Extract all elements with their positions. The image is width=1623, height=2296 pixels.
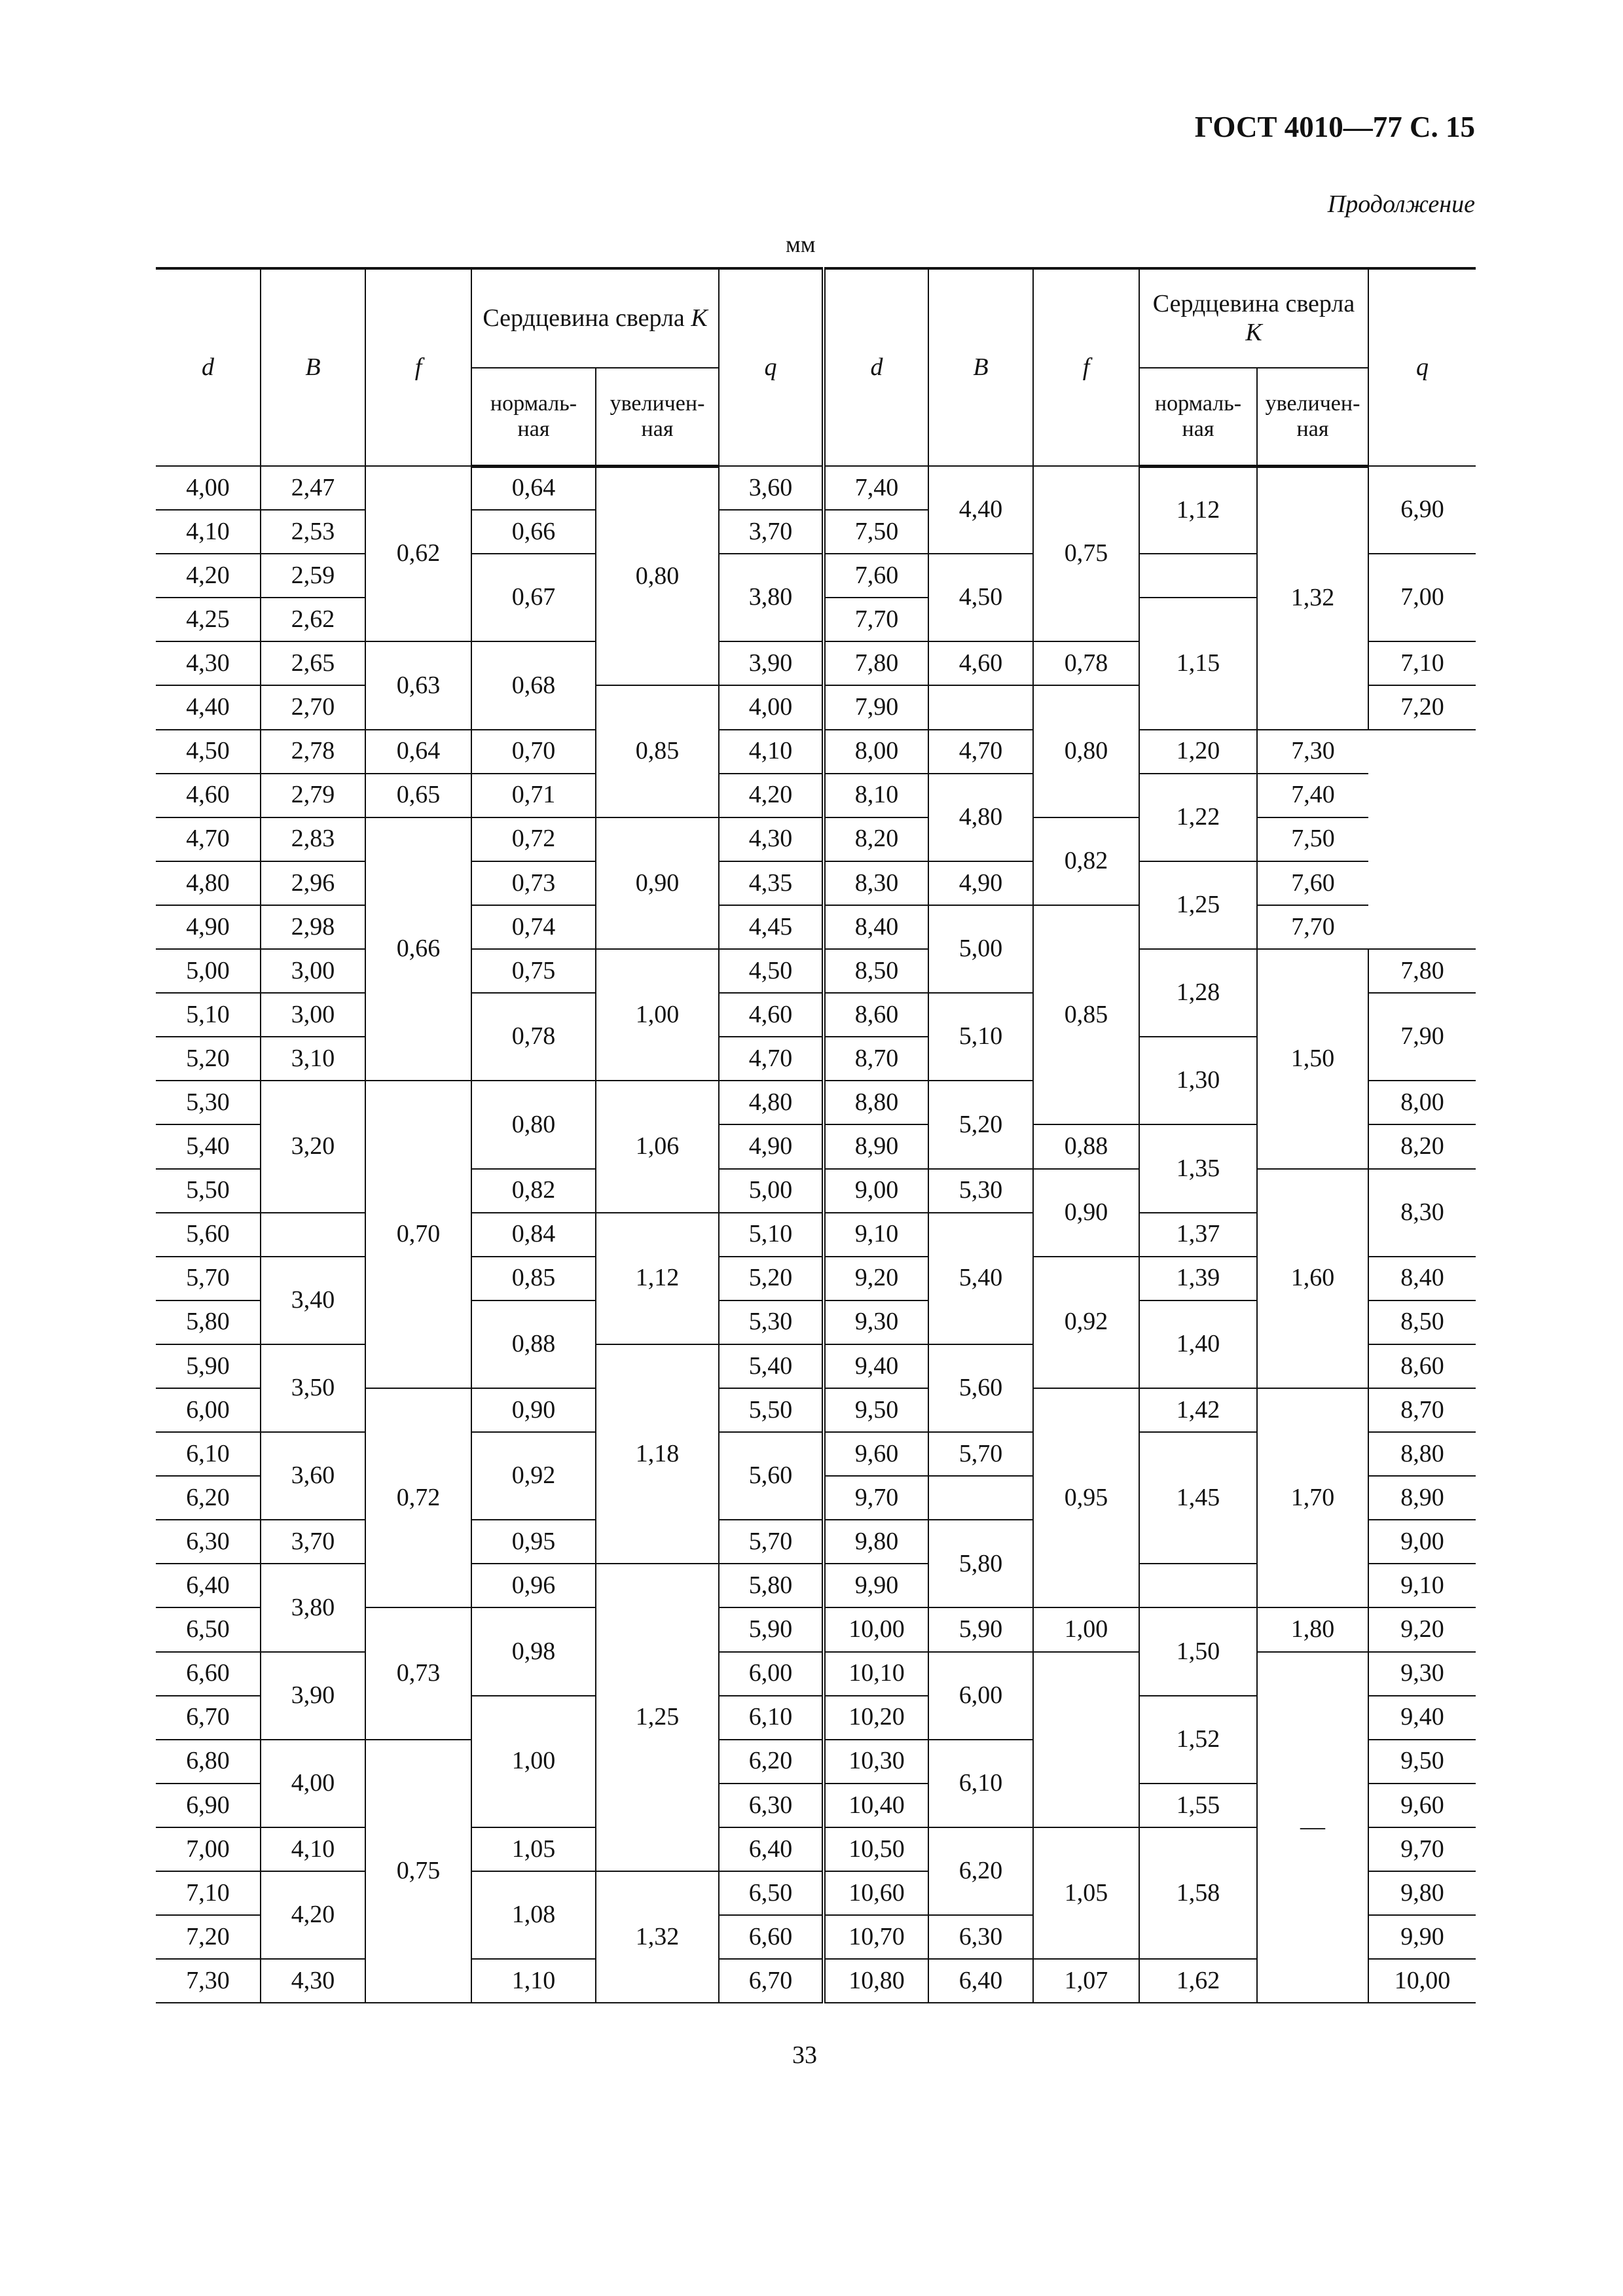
cell-f2: 0,80 bbox=[1033, 685, 1139, 817]
cell-q2: 6,90 bbox=[1368, 466, 1476, 554]
cell-q2: 7,60 bbox=[1257, 861, 1368, 905]
cell-q: 5,30 bbox=[719, 1300, 824, 1344]
cell-d: 6,00 bbox=[156, 1388, 261, 1432]
cell-d: 6,80 bbox=[156, 1740, 261, 1784]
cell-core-normal2: 1,45 bbox=[1139, 1432, 1257, 1564]
cell-q: 6,70 bbox=[719, 1959, 824, 2003]
cell-d2: 10,30 bbox=[824, 1740, 928, 1784]
cell-d2: 8,50 bbox=[824, 949, 928, 993]
cell-q2: 9,70 bbox=[1368, 1827, 1476, 1871]
cell-d2: 8,80 bbox=[824, 1081, 928, 1124]
cell-f: 0,63 bbox=[365, 641, 471, 729]
cell-d: 4,90 bbox=[156, 905, 261, 949]
cell-core-increased: 1,12 bbox=[596, 1213, 719, 1344]
cell-q: 4,00 bbox=[719, 685, 824, 729]
cell-b: 3,90 bbox=[261, 1652, 365, 1740]
cell-core-normal2 bbox=[1139, 554, 1257, 598]
cell-d2: 10,10 bbox=[824, 1652, 928, 1696]
cell-b: 4,00 bbox=[261, 1740, 365, 1827]
cell-d: 5,60 bbox=[156, 1213, 261, 1257]
cell-q2: 8,70 bbox=[1368, 1388, 1476, 1432]
cell-d2: 8,20 bbox=[824, 817, 928, 861]
cell-d2: 8,90 bbox=[824, 1124, 928, 1168]
cell-q2: 7,00 bbox=[1368, 554, 1476, 641]
cell-b2: 5,20 bbox=[928, 1081, 1033, 1168]
header-increased-right: увеличен- ная bbox=[1257, 368, 1368, 466]
cell-d: 4,25 bbox=[156, 598, 261, 641]
cell-core-increased2: 1,70 bbox=[1257, 1388, 1368, 1607]
cell-b: 2,83 bbox=[261, 817, 365, 861]
cell-core-normal: 0,90 bbox=[471, 1388, 596, 1432]
cell-d2: 8,40 bbox=[824, 905, 928, 949]
cell-d: 6,10 bbox=[156, 1432, 261, 1476]
cell-q2: 7,10 bbox=[1368, 641, 1476, 685]
cell-f2: 0,88 bbox=[1033, 1124, 1139, 1168]
header-normal-left: нормаль- ная bbox=[471, 368, 596, 466]
cell-d: 7,20 bbox=[156, 1915, 261, 1959]
cell-f: 0,66 bbox=[365, 817, 471, 1081]
cell-core-normal: 0,66 bbox=[471, 510, 596, 554]
cell-d2: 10,40 bbox=[824, 1784, 928, 1827]
cell-d2: 9,50 bbox=[824, 1388, 928, 1432]
cell-d: 4,10 bbox=[156, 510, 261, 554]
cell-q2: 7,30 bbox=[1257, 730, 1368, 774]
cell-core-normal: 0,82 bbox=[471, 1169, 596, 1213]
drill-dimensions-table bbox=[156, 267, 1476, 2003]
header-d-right: d bbox=[824, 268, 928, 466]
cell-core-increased: 1,06 bbox=[596, 1081, 719, 1212]
table-row bbox=[156, 905, 1476, 949]
cell-core-normal: 0,68 bbox=[471, 641, 596, 729]
cell-d: 4,60 bbox=[156, 774, 261, 817]
cell-q2: 9,40 bbox=[1368, 1696, 1476, 1740]
cell-d2: 9,80 bbox=[824, 1520, 928, 1564]
cell-core-normal2: 1,20 bbox=[1139, 730, 1257, 774]
cell-b2: 6,30 bbox=[928, 1915, 1033, 1959]
cell-q: 4,20 bbox=[719, 774, 824, 817]
cell-d2: 10,60 bbox=[824, 1871, 928, 1915]
cell-core-normal: 1,05 bbox=[471, 1827, 596, 1871]
cell-q2: 10,00 bbox=[1368, 1959, 1476, 2003]
cell-q: 6,20 bbox=[719, 1740, 824, 1784]
header-core-left: Сердцевина сверла K bbox=[471, 268, 719, 368]
cell-d2: 7,80 bbox=[824, 641, 928, 685]
cell-q2: 7,70 bbox=[1257, 905, 1368, 949]
header-q-left: q bbox=[719, 268, 824, 466]
cell-q: 3,90 bbox=[719, 641, 824, 685]
table-row bbox=[156, 1652, 1476, 1696]
cell-q2: 7,90 bbox=[1368, 993, 1476, 1081]
cell-b: 2,78 bbox=[261, 730, 365, 774]
cell-q: 4,45 bbox=[719, 905, 824, 949]
cell-b2: 6,20 bbox=[928, 1827, 1033, 1915]
cell-b2 bbox=[928, 685, 1033, 729]
table-row bbox=[156, 817, 1476, 861]
cell-q: 5,50 bbox=[719, 1388, 824, 1432]
cell-f2: 1,05 bbox=[1033, 1827, 1139, 1959]
cell-core-normal: 0,71 bbox=[471, 774, 596, 817]
cell-b: 2,96 bbox=[261, 861, 365, 905]
cell-core-normal: 0,95 bbox=[471, 1520, 596, 1564]
cell-d: 5,50 bbox=[156, 1169, 261, 1213]
cell-core-normal2 bbox=[1139, 1564, 1257, 1607]
cell-core-normal2: 1,40 bbox=[1139, 1300, 1257, 1388]
cell-f2 bbox=[1033, 1652, 1139, 1827]
cell-core-normal2: 1,55 bbox=[1139, 1784, 1257, 1827]
cell-core-increased2: 1,50 bbox=[1257, 949, 1368, 1168]
cell-b: 3,10 bbox=[261, 1037, 365, 1081]
cell-core-normal: 0,92 bbox=[471, 1432, 596, 1520]
cell-q2: 9,00 bbox=[1368, 1520, 1476, 1564]
cell-core-normal2: 1,22 bbox=[1139, 774, 1257, 861]
cell-q: 5,90 bbox=[719, 1607, 824, 1651]
cell-b: 2,47 bbox=[261, 466, 365, 510]
cell-q: 5,00 bbox=[719, 1169, 824, 1213]
cell-q: 6,50 bbox=[719, 1871, 824, 1915]
cell-f: 0,75 bbox=[365, 1740, 471, 2003]
cell-core-normal: 0,64 bbox=[471, 466, 596, 510]
cell-core-increased: 1,25 bbox=[596, 1564, 719, 1871]
cell-q2: 9,90 bbox=[1368, 1915, 1476, 1959]
cell-core-normal: 0,67 bbox=[471, 554, 596, 641]
cell-core-normal2: 1,52 bbox=[1139, 1696, 1257, 1784]
cell-d2: 7,90 bbox=[824, 685, 928, 729]
cell-d2: 7,40 bbox=[824, 466, 928, 510]
cell-q: 4,90 bbox=[719, 1124, 824, 1168]
cell-f2: 0,78 bbox=[1033, 641, 1139, 685]
cell-d2: 8,60 bbox=[824, 993, 928, 1037]
cell-d: 5,40 bbox=[156, 1124, 261, 1168]
cell-d: 6,60 bbox=[156, 1652, 261, 1696]
cell-b: 3,70 bbox=[261, 1520, 365, 1564]
cell-b2: 4,50 bbox=[928, 554, 1033, 641]
cell-q: 5,80 bbox=[719, 1564, 824, 1607]
cell-core-normal: 1,00 bbox=[471, 1696, 596, 1827]
cell-core-normal2: 1,62 bbox=[1139, 1959, 1257, 2003]
cell-d2: 10,20 bbox=[824, 1696, 928, 1740]
cell-q2: 8,00 bbox=[1368, 1081, 1476, 1124]
cell-d2: 10,80 bbox=[824, 1959, 928, 2003]
cell-core-increased: 0,85 bbox=[596, 685, 719, 817]
cell-b2: 4,90 bbox=[928, 861, 1033, 905]
cell-q: 4,60 bbox=[719, 993, 824, 1037]
cell-d: 5,00 bbox=[156, 949, 261, 993]
page-number: 33 bbox=[792, 2041, 817, 2069]
header-b-right: B bbox=[928, 268, 1033, 466]
cell-q2: 8,20 bbox=[1368, 1124, 1476, 1168]
cell-q: 5,40 bbox=[719, 1344, 824, 1388]
cell-d2: 8,00 bbox=[824, 730, 928, 774]
cell-d: 4,00 bbox=[156, 466, 261, 510]
cell-core-increased: 0,90 bbox=[596, 817, 719, 949]
cell-core-normal2: 1,39 bbox=[1139, 1257, 1257, 1300]
cell-d: 5,20 bbox=[156, 1037, 261, 1081]
cell-q: 6,00 bbox=[719, 1652, 824, 1696]
cell-d: 6,50 bbox=[156, 1607, 261, 1651]
cell-b2: 4,40 bbox=[928, 466, 1033, 554]
cell-core-normal2: 1,12 bbox=[1139, 466, 1257, 554]
cell-d: 7,10 bbox=[156, 1871, 261, 1915]
cell-core-increased: 1,00 bbox=[596, 949, 719, 1081]
cell-d: 5,70 bbox=[156, 1257, 261, 1300]
cell-q2: 9,80 bbox=[1368, 1871, 1476, 1915]
cell-b2: 4,60 bbox=[928, 641, 1033, 685]
cell-b: 3,20 bbox=[261, 1081, 365, 1212]
cell-b: 2,70 bbox=[261, 685, 365, 729]
cell-core-normal2: 1,30 bbox=[1139, 1037, 1257, 1124]
table-row bbox=[156, 949, 1476, 993]
cell-f: 0,73 bbox=[365, 1607, 471, 1739]
cell-d2: 7,70 bbox=[824, 598, 928, 641]
cell-q: 6,60 bbox=[719, 1915, 824, 1959]
cell-b: 2,65 bbox=[261, 641, 365, 685]
cell-b: 4,30 bbox=[261, 1959, 365, 2003]
cell-b: 3,00 bbox=[261, 993, 365, 1037]
cell-core-increased: 0,80 bbox=[596, 466, 719, 685]
cell-d: 6,30 bbox=[156, 1520, 261, 1564]
cell-core-increased2: 1,80 bbox=[1257, 1607, 1368, 1651]
cell-d: 4,20 bbox=[156, 554, 261, 598]
cell-b bbox=[261, 1213, 365, 1257]
header-core-right: Сердцевина сверла K bbox=[1139, 268, 1368, 368]
cell-q2: 8,40 bbox=[1368, 1257, 1476, 1300]
cell-d2: 9,70 bbox=[824, 1476, 928, 1520]
cell-core-normal2: 1,50 bbox=[1139, 1607, 1257, 1695]
cell-f2: 0,92 bbox=[1033, 1257, 1139, 1388]
table-row bbox=[156, 774, 1476, 817]
cell-d: 6,20 bbox=[156, 1476, 261, 1520]
cell-core-increased2: 1,60 bbox=[1257, 1169, 1368, 1388]
cell-d2: 8,10 bbox=[824, 774, 928, 817]
cell-core-normal2: 1,42 bbox=[1139, 1388, 1257, 1432]
cell-d2: 9,10 bbox=[824, 1213, 928, 1257]
cell-q: 4,50 bbox=[719, 949, 824, 993]
cell-q2: 8,30 bbox=[1368, 1169, 1476, 1257]
document-header: ГОСТ 4010—77 С. 15 bbox=[1194, 111, 1475, 143]
cell-core-normal: 0,75 bbox=[471, 949, 596, 993]
cell-core-increased2: 1,32 bbox=[1257, 466, 1368, 730]
cell-q: 4,10 bbox=[719, 730, 824, 774]
cell-b2: 6,00 bbox=[928, 1652, 1033, 1740]
cell-f: 0,65 bbox=[365, 774, 471, 817]
header-d-left: d bbox=[156, 268, 261, 466]
cell-b: 3,00 bbox=[261, 949, 365, 993]
cell-core-normal2: 1,58 bbox=[1139, 1827, 1257, 1959]
continuation-label: Продолжение bbox=[1327, 190, 1475, 218]
cell-core-normal2: 1,15 bbox=[1139, 598, 1257, 729]
cell-d2: 9,60 bbox=[824, 1432, 928, 1476]
cell-f: 0,64 bbox=[365, 730, 471, 774]
cell-f: 0,62 bbox=[365, 466, 471, 641]
cell-d: 4,70 bbox=[156, 817, 261, 861]
cell-d2: 7,60 bbox=[824, 554, 928, 598]
cell-f: 0,70 bbox=[365, 1081, 471, 1388]
cell-q2: 7,50 bbox=[1257, 817, 1368, 861]
cell-q: 3,60 bbox=[719, 466, 824, 510]
cell-core-normal: 0,73 bbox=[471, 861, 596, 905]
cell-f2: 0,75 bbox=[1033, 466, 1139, 641]
cell-q: 5,60 bbox=[719, 1432, 824, 1520]
cell-q: 5,10 bbox=[719, 1213, 824, 1257]
table-row bbox=[156, 861, 1476, 905]
cell-q: 5,70 bbox=[719, 1520, 824, 1564]
cell-d2: 9,20 bbox=[824, 1257, 928, 1300]
cell-q2: 9,20 bbox=[1368, 1607, 1476, 1651]
cell-b: 3,80 bbox=[261, 1564, 365, 1651]
cell-d: 4,30 bbox=[156, 641, 261, 685]
cell-b2: 6,10 bbox=[928, 1740, 1033, 1827]
cell-d2: 10,00 bbox=[824, 1607, 928, 1651]
cell-core-normal2: 1,28 bbox=[1139, 949, 1257, 1037]
cell-d2: 10,50 bbox=[824, 1827, 928, 1871]
table-row bbox=[156, 466, 1476, 510]
cell-d: 4,40 bbox=[156, 685, 261, 729]
cell-b2: 5,80 bbox=[928, 1520, 1033, 1607]
cell-core-increased: 1,18 bbox=[596, 1344, 719, 1564]
cell-d: 4,80 bbox=[156, 861, 261, 905]
cell-q: 3,70 bbox=[719, 510, 824, 554]
cell-b2: 5,40 bbox=[928, 1213, 1033, 1344]
cell-f2: 0,95 bbox=[1033, 1388, 1139, 1607]
cell-q2: 7,20 bbox=[1368, 685, 1476, 729]
cell-q: 4,80 bbox=[719, 1081, 824, 1124]
cell-f2: 1,00 bbox=[1033, 1607, 1139, 1651]
header-f-left: f bbox=[365, 268, 471, 466]
cell-core-normal: 0,98 bbox=[471, 1607, 596, 1695]
cell-d2: 10,70 bbox=[824, 1915, 928, 1959]
cell-d: 7,30 bbox=[156, 1959, 261, 2003]
unit-label: мм bbox=[786, 231, 816, 257]
header-increased-left: увеличен- ная bbox=[596, 368, 719, 466]
cell-core-increased: 1,32 bbox=[596, 1871, 719, 2003]
cell-q: 4,30 bbox=[719, 817, 824, 861]
cell-d: 7,00 bbox=[156, 1827, 261, 1871]
cell-q: 5,20 bbox=[719, 1257, 824, 1300]
cell-q: 4,35 bbox=[719, 861, 824, 905]
cell-core-normal: 1,10 bbox=[471, 1959, 596, 2003]
cell-d2: 9,40 bbox=[824, 1344, 928, 1388]
cell-q2: 7,40 bbox=[1257, 774, 1368, 817]
cell-q2: 9,60 bbox=[1368, 1784, 1476, 1827]
cell-q2: 9,10 bbox=[1368, 1564, 1476, 1607]
cell-b: 2,79 bbox=[261, 774, 365, 817]
table-row bbox=[156, 730, 1476, 774]
cell-d2: 9,30 bbox=[824, 1300, 928, 1344]
cell-q2: 8,50 bbox=[1368, 1300, 1476, 1344]
cell-b: 3,40 bbox=[261, 1257, 365, 1344]
cell-f2: 0,82 bbox=[1033, 817, 1139, 905]
cell-b2: 5,00 bbox=[928, 905, 1033, 993]
cell-q2: 8,90 bbox=[1368, 1476, 1476, 1520]
cell-d2: 9,00 bbox=[824, 1169, 928, 1213]
cell-d: 5,30 bbox=[156, 1081, 261, 1124]
header-f-right: f bbox=[1033, 268, 1139, 466]
cell-q: 6,40 bbox=[719, 1827, 824, 1871]
cell-d2: 8,70 bbox=[824, 1037, 928, 1081]
cell-b: 2,53 bbox=[261, 510, 365, 554]
cell-b: 2,62 bbox=[261, 598, 365, 641]
cell-core-normal: 0,88 bbox=[471, 1300, 596, 1388]
cell-d: 5,90 bbox=[156, 1344, 261, 1388]
cell-d2: 8,30 bbox=[824, 861, 928, 905]
cell-b: 2,59 bbox=[261, 554, 365, 598]
cell-d2: 9,90 bbox=[824, 1564, 928, 1607]
cell-b: 2,98 bbox=[261, 905, 365, 949]
cell-q: 6,10 bbox=[719, 1696, 824, 1740]
header-b-left: B bbox=[261, 268, 365, 466]
cell-b2: 5,10 bbox=[928, 993, 1033, 1081]
cell-core-normal: 0,96 bbox=[471, 1564, 596, 1607]
cell-q: 3,80 bbox=[719, 554, 824, 641]
cell-d: 6,70 bbox=[156, 1696, 261, 1740]
cell-b: 4,20 bbox=[261, 1871, 365, 1959]
cell-core-normal: 0,80 bbox=[471, 1081, 596, 1168]
cell-core-normal: 0,72 bbox=[471, 817, 596, 861]
cell-core-normal2: 1,35 bbox=[1139, 1124, 1257, 1212]
header-normal-right: нормаль- ная bbox=[1139, 368, 1257, 466]
cell-b2: 5,30 bbox=[928, 1169, 1033, 1213]
cell-q2: 8,60 bbox=[1368, 1344, 1476, 1388]
cell-b2: 6,40 bbox=[928, 1959, 1033, 2003]
cell-f: 0,72 bbox=[365, 1388, 471, 1607]
cell-f2: 1,07 bbox=[1033, 1959, 1139, 2003]
cell-d: 6,40 bbox=[156, 1564, 261, 1607]
cell-b: 4,10 bbox=[261, 1827, 365, 1871]
cell-q: 6,30 bbox=[719, 1784, 824, 1827]
cell-b2: 4,80 bbox=[928, 774, 1033, 861]
cell-core-normal2: 1,37 bbox=[1139, 1213, 1257, 1257]
cell-d2: 7,50 bbox=[824, 510, 928, 554]
cell-d: 5,80 bbox=[156, 1300, 261, 1344]
cell-d: 6,90 bbox=[156, 1784, 261, 1827]
cell-core-normal: 0,85 bbox=[471, 1257, 596, 1300]
cell-b2: 4,70 bbox=[928, 730, 1033, 774]
cell-d: 4,50 bbox=[156, 730, 261, 774]
cell-b: 3,50 bbox=[261, 1344, 365, 1432]
cell-core-normal: 0,78 bbox=[471, 993, 596, 1081]
cell-core-increased2: — bbox=[1257, 1652, 1368, 2003]
cell-d: 5,10 bbox=[156, 993, 261, 1037]
cell-q2: 9,30 bbox=[1368, 1652, 1476, 1696]
cell-f2: 0,85 bbox=[1033, 905, 1139, 1124]
cell-f2: 0,90 bbox=[1033, 1169, 1139, 1257]
cell-b2: 5,70 bbox=[928, 1432, 1033, 1476]
cell-b2: 5,90 bbox=[928, 1607, 1033, 1651]
cell-q2: 7,80 bbox=[1368, 949, 1476, 993]
cell-core-normal2: 1,25 bbox=[1139, 861, 1257, 949]
cell-b2 bbox=[928, 1476, 1033, 1520]
cell-core-normal: 1,08 bbox=[471, 1871, 596, 1959]
header-q-right: q bbox=[1368, 268, 1476, 466]
cell-core-normal: 0,74 bbox=[471, 905, 596, 949]
cell-b2: 5,60 bbox=[928, 1344, 1033, 1432]
cell-q2: 8,80 bbox=[1368, 1432, 1476, 1476]
cell-q: 4,70 bbox=[719, 1037, 824, 1081]
cell-b: 3,60 bbox=[261, 1432, 365, 1520]
cell-core-normal: 0,84 bbox=[471, 1213, 596, 1257]
cell-q2: 9,50 bbox=[1368, 1740, 1476, 1784]
cell-core-normal: 0,70 bbox=[471, 730, 596, 774]
